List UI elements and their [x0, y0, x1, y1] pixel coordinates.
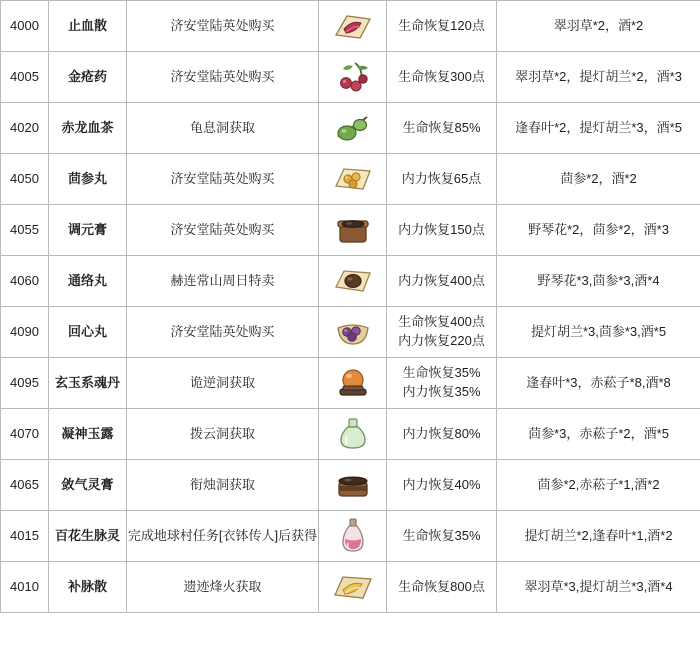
- brown-layered-jar-icon: [319, 461, 386, 509]
- table-row: [1, 256, 700, 307]
- effect-lines: [387, 221, 496, 240]
- item-id-cell: 4000: [1, 1, 49, 52]
- item-name-cell: 敛气灵膏: [49, 460, 127, 511]
- item-source-cell: 济安堂陆英处购买: [127, 205, 319, 256]
- table-row: [1, 358, 700, 409]
- item-id-cell: 4015: [1, 511, 49, 562]
- item-source-cell: 赫连常山周日特卖: [127, 256, 319, 307]
- item-materials-cell: [497, 154, 700, 205]
- item-name-cell: 茴参丸: [49, 154, 127, 205]
- item-effect-cell: [387, 103, 497, 154]
- item-effect-cell: [387, 1, 497, 52]
- orange-sphere-stand-icon: [319, 359, 386, 407]
- item-icon-cell: [319, 205, 387, 256]
- purple-pill-bowl-icon: [319, 308, 386, 356]
- item-materials-cell: [497, 52, 700, 103]
- item-materials-cell: [497, 205, 700, 256]
- item-source-cell: 拨云洞获取: [127, 409, 319, 460]
- item-name-cell: 止血散: [49, 1, 127, 52]
- materials-text: 茴参*2,赤菘子*1,酒*2: [537, 476, 660, 492]
- item-materials-cell: [497, 307, 700, 358]
- materials-text: 翠羽草*2，提灯胡兰*2，酒*3: [515, 68, 682, 84]
- effect-lines: [387, 313, 496, 351]
- item-icon-cell: [319, 1, 387, 52]
- effect-lines: [387, 170, 496, 189]
- materials-text: 逢春叶*2，提灯胡兰*3，酒*5: [515, 119, 682, 135]
- effect-lines: [387, 476, 496, 495]
- effect-lines: [387, 527, 496, 546]
- item-id-cell: 4090: [1, 307, 49, 358]
- green-gourd-icon: [319, 104, 386, 152]
- item-source-cell: 完成地球村任务[衣钵传人]后获得: [127, 511, 319, 562]
- materials-text: 逢春叶*3，赤菘子*8,酒*8: [526, 374, 671, 390]
- item-effect-cell: [387, 358, 497, 409]
- item-effect-cell: [387, 256, 497, 307]
- table-row: [1, 511, 700, 562]
- item-icon-cell: [319, 562, 387, 613]
- effect-line: 生命恢复800点: [398, 578, 485, 594]
- item-name-cell: 金疮药: [49, 52, 127, 103]
- effect-line: 内力恢复150点: [398, 221, 485, 237]
- effect-lines: [387, 119, 496, 138]
- item-source-cell: 遗迹烽火获取: [127, 562, 319, 613]
- pink-flask-icon: [319, 512, 386, 560]
- item-name-cell: 凝神玉露: [49, 409, 127, 460]
- effect-line: 内力恢复40%: [402, 476, 481, 492]
- table-row: [1, 562, 700, 613]
- item-icon-cell: [319, 511, 387, 562]
- item-id-cell: 4060: [1, 256, 49, 307]
- item-name-cell: 调元膏: [49, 205, 127, 256]
- item-effect-cell: [387, 562, 497, 613]
- table-row: [1, 460, 700, 511]
- item-source-cell: 济安堂陆英处购买: [127, 154, 319, 205]
- materials-text: 翠羽草*2，酒*2: [553, 17, 644, 33]
- effect-line: 生命恢复85%: [402, 119, 481, 135]
- item-id-cell: 4050: [1, 154, 49, 205]
- item-effect-cell: [387, 52, 497, 103]
- item-icon-cell: [319, 103, 387, 154]
- item-materials-cell: [497, 358, 700, 409]
- effect-lines: [387, 17, 496, 36]
- effect-line: 内力恢复220点: [398, 333, 485, 348]
- effect-line: 生命恢复300点: [398, 68, 485, 84]
- item-effect-cell: [387, 205, 497, 256]
- item-materials-cell: [497, 511, 700, 562]
- item-icon-cell: [319, 154, 387, 205]
- item-effect-cell: [387, 409, 497, 460]
- item-icon-cell: [319, 460, 387, 511]
- item-name-cell: 百花生脉灵: [49, 511, 127, 562]
- item-source-cell: 龟息洞获取: [127, 103, 319, 154]
- item-id-cell: 4065: [1, 460, 49, 511]
- table-row: [1, 409, 700, 460]
- item-id-cell: 4010: [1, 562, 49, 613]
- effect-lines: [387, 364, 496, 402]
- table-row: [1, 103, 700, 154]
- effect-line: 生命恢复400点: [398, 314, 485, 330]
- item-name-cell: 回心丸: [49, 307, 127, 358]
- materials-text: 茴参*2，酒*2: [560, 170, 637, 186]
- materials-text: 茴参*3，赤菘子*2，酒*5: [528, 425, 669, 441]
- item-id-cell: 4095: [1, 358, 49, 409]
- effect-lines: [387, 68, 496, 87]
- effect-line: 内力恢复80%: [402, 425, 481, 441]
- table-row: [1, 1, 700, 52]
- table-row: [1, 52, 700, 103]
- table-row: [1, 154, 700, 205]
- item-icon-cell: [319, 256, 387, 307]
- table-row: [1, 205, 700, 256]
- item-icon-cell: [319, 52, 387, 103]
- yellow-pills-paper-icon: [319, 155, 386, 203]
- item-id-cell: 4070: [1, 409, 49, 460]
- dark-ointment-jar-icon: [319, 206, 386, 254]
- item-source-cell: 济安堂陆英处购买: [127, 307, 319, 358]
- item-materials-cell: [497, 409, 700, 460]
- item-materials-cell: [497, 103, 700, 154]
- item-source-cell: 济安堂陆英处购买: [127, 1, 319, 52]
- item-icon-cell: [319, 358, 387, 409]
- item-materials-cell: [497, 1, 700, 52]
- item-name-cell: 补脉散: [49, 562, 127, 613]
- materials-text: 野琴花*3,茴参*3,酒*4: [537, 272, 660, 288]
- green-vase-icon: [319, 410, 386, 458]
- item-id-cell: 4055: [1, 205, 49, 256]
- effect-lines: [387, 425, 496, 444]
- item-name-cell: 玄玉系魂丹: [49, 358, 127, 409]
- item-id-cell: 4020: [1, 103, 49, 154]
- effect-line: 内力恢复35%: [402, 384, 481, 399]
- materials-text: 翠羽草*3,提灯胡兰*3,酒*4: [524, 578, 673, 594]
- item-icon-cell: [319, 409, 387, 460]
- effect-line: 内力恢复65点: [401, 170, 482, 186]
- item-name-cell: 通络丸: [49, 256, 127, 307]
- dark-pill-plate-icon: [319, 257, 386, 305]
- table-row: [1, 307, 700, 358]
- item-materials-cell: [497, 460, 700, 511]
- effect-lines: [387, 578, 496, 597]
- effect-lines: [387, 272, 496, 291]
- item-id-cell: 4005: [1, 52, 49, 103]
- item-icon-cell: [319, 307, 387, 358]
- effect-line: 内力恢复400点: [398, 272, 485, 288]
- red-powder-packet-icon: [319, 2, 386, 50]
- item-materials-cell: [497, 256, 700, 307]
- item-materials-cell: [497, 562, 700, 613]
- item-source-cell: 济安堂陆英处购买: [127, 52, 319, 103]
- effect-line: 生命恢复35%: [402, 527, 481, 543]
- item-name-cell: 赤龙血茶: [49, 103, 127, 154]
- yellow-powder-packet-icon: [319, 563, 386, 611]
- effect-line: 生命恢复120点: [398, 17, 485, 33]
- effect-line: 生命恢复35%: [402, 365, 481, 381]
- item-effect-cell: [387, 307, 497, 358]
- item-source-cell: 诡逆洞获取: [127, 358, 319, 409]
- materials-text: 提灯胡兰*3,茴参*3,酒*5: [530, 323, 667, 339]
- item-effect-cell: [387, 511, 497, 562]
- item-source-cell: 衔烛洞获取: [127, 460, 319, 511]
- materials-text: 野琴花*2，茴参*2，酒*3: [528, 221, 669, 237]
- item-effect-cell: [387, 460, 497, 511]
- materials-text: 提灯胡兰*2,逢春叶*1,酒*2: [524, 527, 673, 543]
- item-effect-cell: [387, 154, 497, 205]
- herb-berries-icon: [319, 53, 386, 101]
